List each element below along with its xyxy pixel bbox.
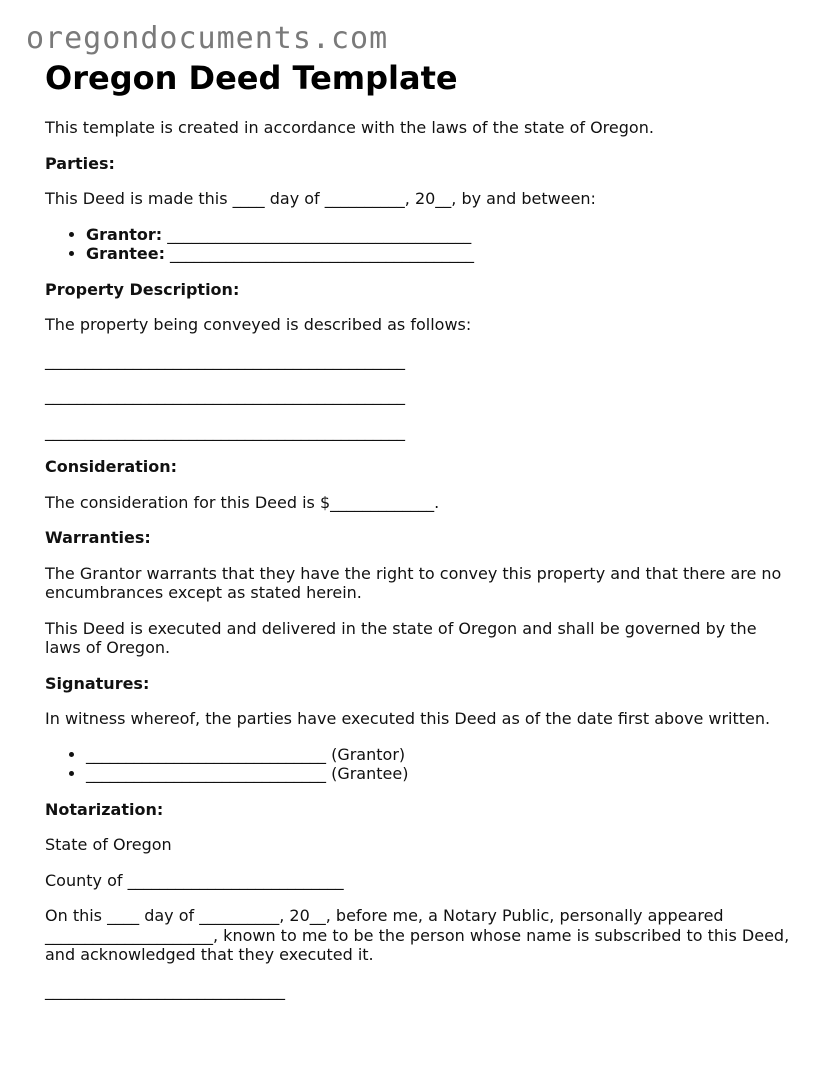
consideration-heading: Consideration: (45, 457, 178, 476)
property-text: The property being conveyed is described as follows: (45, 315, 472, 334)
parties-list (45, 225, 795, 264)
property-line-3: _____________________________________________ (45, 421, 405, 441)
notary-text: On this ____ day of __________, 20__, before me, a Notary Public, personally appeared _____________________, known to me to be the person whose name is subscribed to this Deed, and acknowledged that they executed it. (45, 906, 790, 964)
grantee-item (86, 244, 795, 264)
signatures-list (45, 745, 795, 784)
property-line-1: _____________________________________________ (45, 350, 405, 370)
intro-text: This template is created in accordance with the laws of the state of Oregon. (45, 118, 654, 137)
grantee-label: Grantee: (86, 244, 165, 263)
property-heading: Property Description: (45, 279, 240, 299)
notarization-heading: Notarization: (45, 799, 164, 819)
deed-document (45, 58, 795, 1016)
warranties-text-2: This Deed is executed and delivered in the state of Oregon and shall be governed by the laws of Oregon. (45, 618, 757, 657)
property-line-2: _____________________________________________ (45, 386, 405, 405)
parties-text: This Deed is made this ____ day of __________, 20__, by and between: (45, 189, 596, 208)
grantor-signature-line: • ______________________________ (Grantor) (86, 745, 795, 765)
signatures-heading: Signatures: (45, 673, 150, 693)
parties-heading: Parties: (45, 153, 115, 173)
warranties-text-1: The Grantor warrants that they have the right to convey this property and that there are no encumbrances except as stated herein. (45, 563, 782, 602)
consideration-text: The consideration for this Deed is $_____________. (45, 492, 440, 512)
notary-signature-line: ______________________________ (45, 980, 285, 1000)
page-title: Oregon Deed Template (45, 59, 458, 97)
grantor-item (86, 225, 795, 245)
notary-county: County of ___________________________ (45, 870, 344, 890)
grantor-blank: ______________________________________ (162, 224, 472, 244)
grantor-label: Grantor: (86, 224, 163, 244)
signatures-text: In witness whereof, the parties have executed this Deed as of the date first above written. (45, 709, 771, 728)
watermark-text: oregondocuments.com (26, 21, 389, 56)
grantee-blank: ______________________________________ (164, 244, 475, 263)
warranties-heading: Warranties: (45, 528, 151, 547)
grantee-signature-line: • ______________________________ (Grantee) (86, 764, 795, 784)
notary-state: State of Oregon (45, 835, 172, 854)
